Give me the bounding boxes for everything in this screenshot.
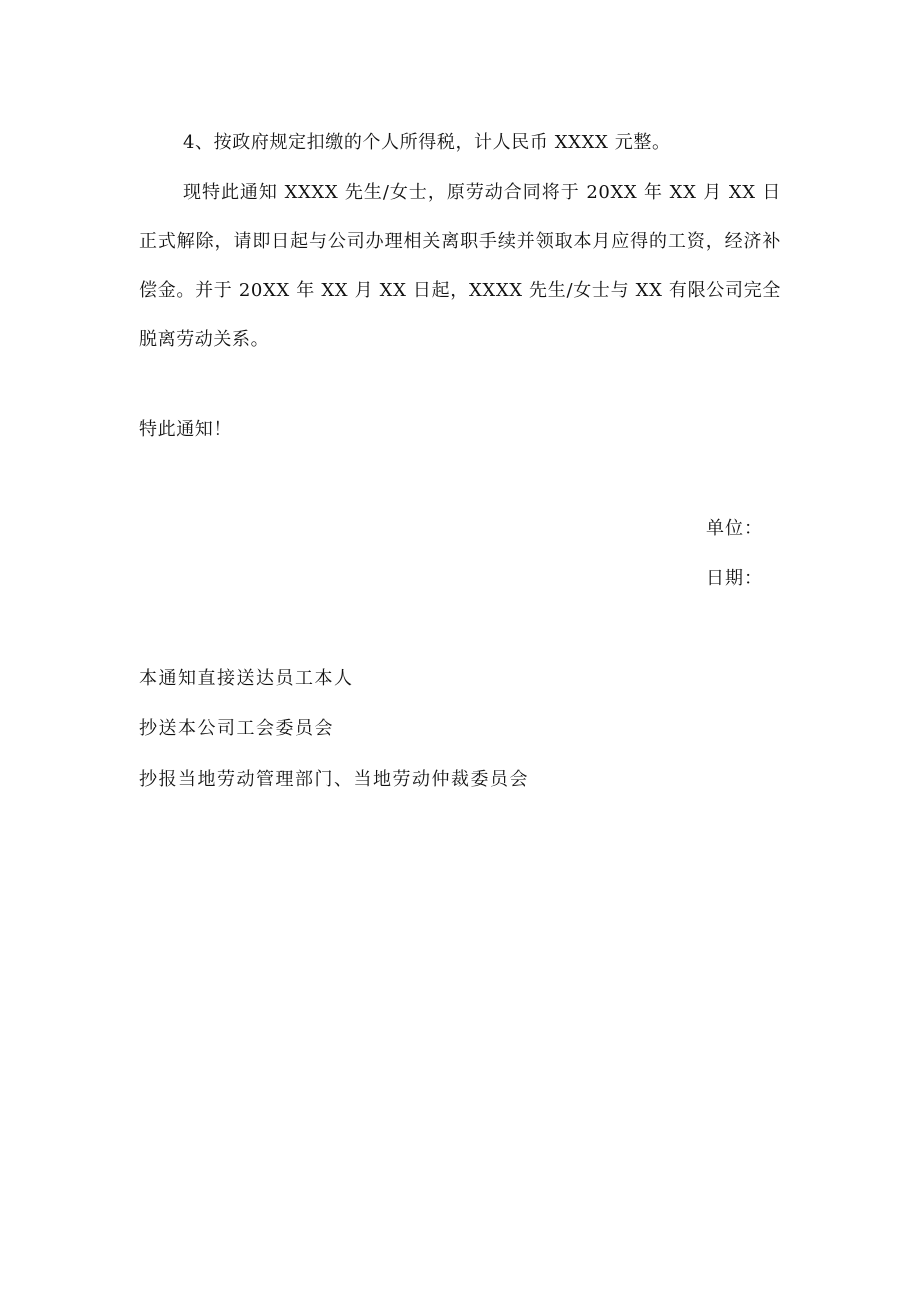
distribution-line-employee: 本通知直接送达员工本人 [139, 668, 354, 689]
signature-date-label: 日期： [706, 568, 763, 589]
closing-statement: 特此通知！ [139, 419, 232, 440]
distribution-line-union: 抄送本公司工会委员会 [139, 718, 334, 739]
paragraph-tax-deduction: 4、按政府规定扣缴的个人所得税，计人民币 XXXX 元整。 [183, 132, 671, 153]
paragraph-termination-notice: 现特此通知 XXXX 先生/女士，原劳动合同将于 20XX 年 XX 月 XX 日正式解除，请即日起与公司办理相关离职手续并领取本月应得的工资，经济补偿金。并于 20XX 年 XX 月 XX 日起，XXXX 先生/女士与 XX 有限公司完全脱离劳动关系。 [139, 182, 781, 350]
signature-unit-label: 单位： [706, 518, 763, 539]
distribution-line-authorities: 抄报当地劳动管理部门、当地劳动仲裁委员会 [139, 769, 529, 790]
